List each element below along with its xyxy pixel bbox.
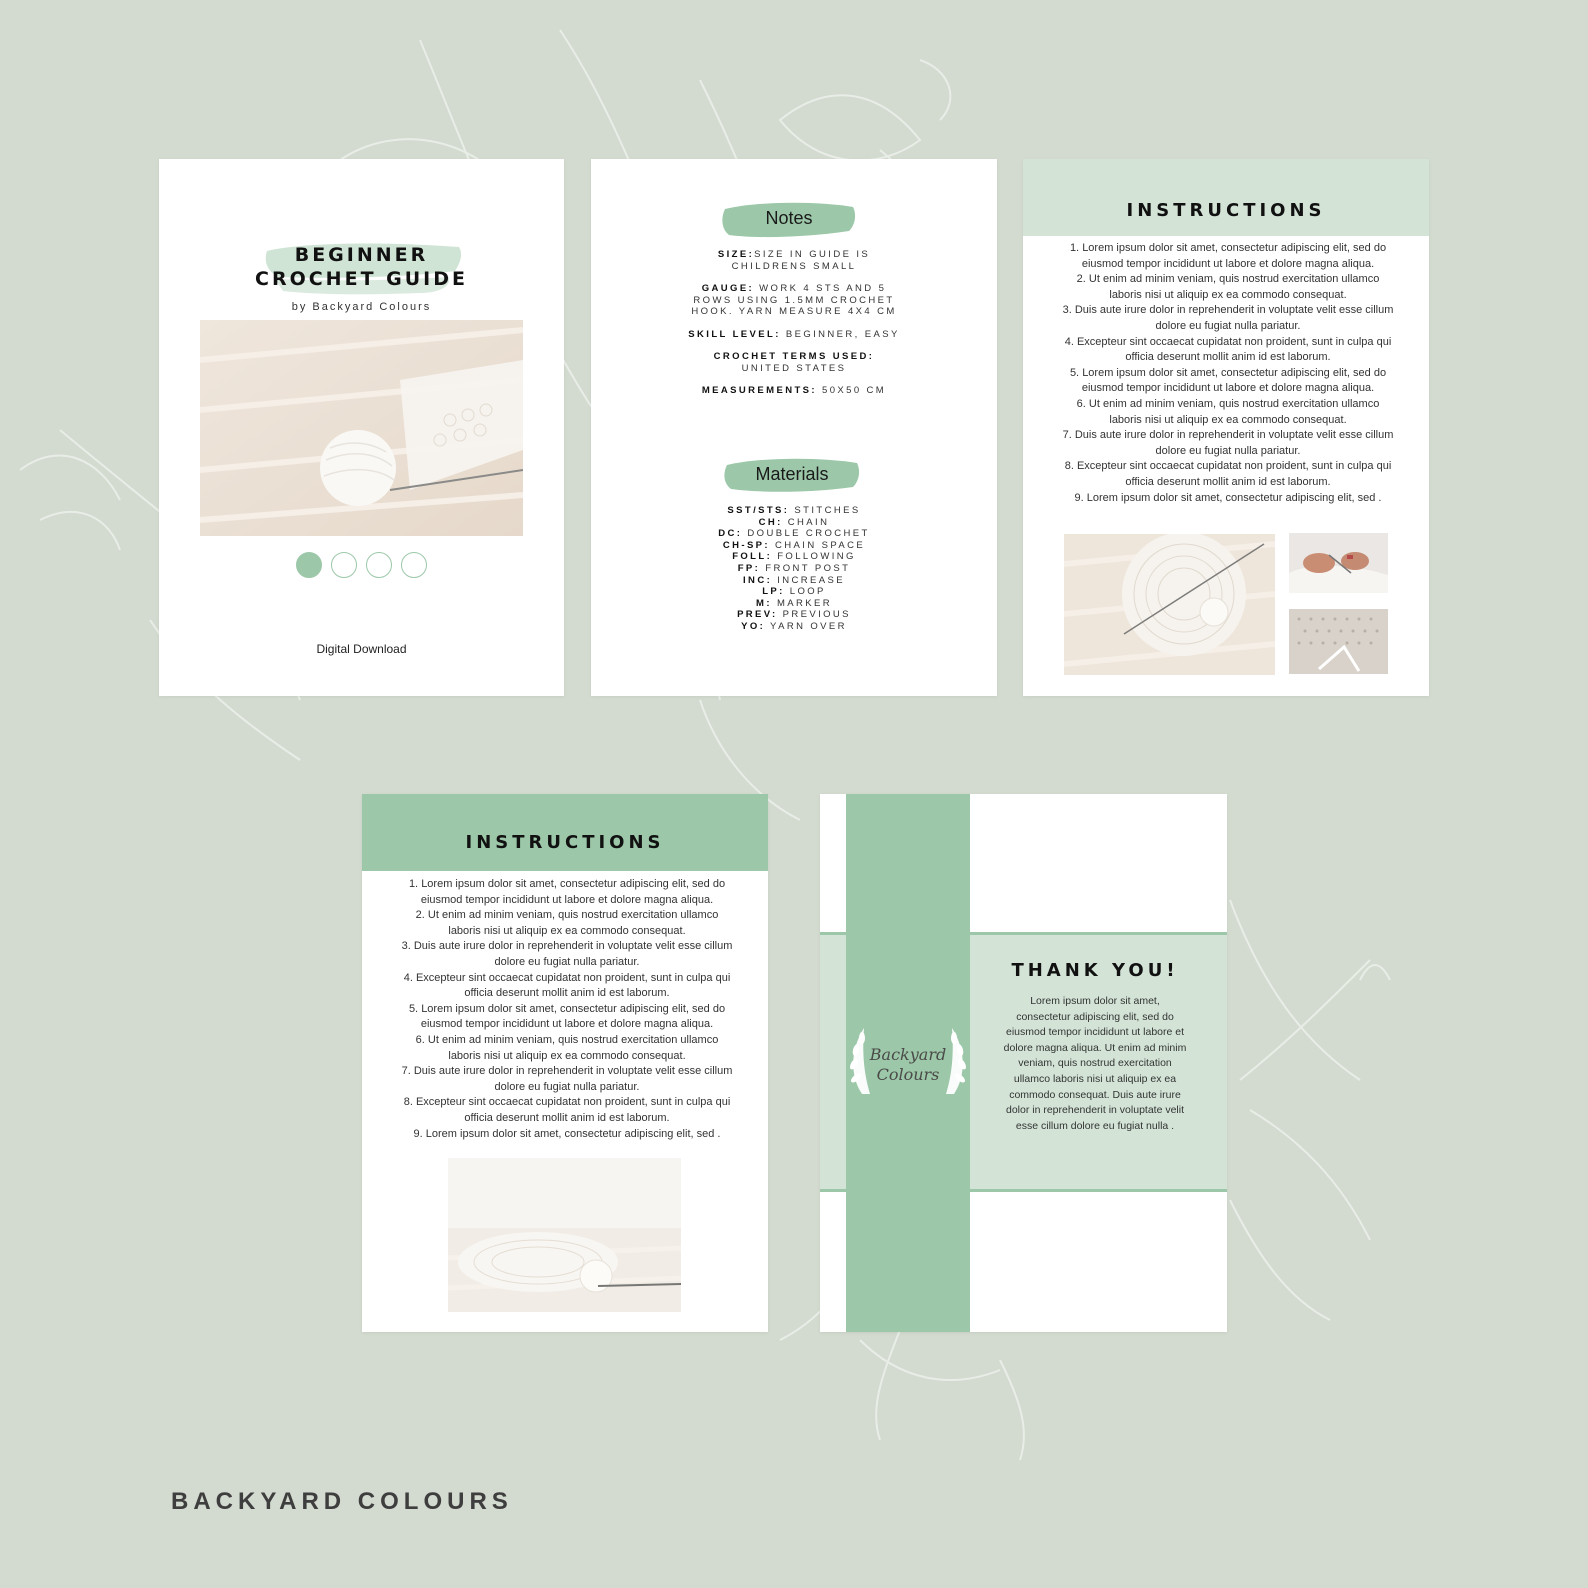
materials-list [661,505,927,633]
logo-text-colours: Colours [876,1065,940,1084]
photo-doily-with-yarn [448,1158,681,1312]
page-dot-3[interactable] [366,552,392,578]
material-item: CH: CHAIN [758,516,830,528]
material-item: M: MARKER [756,597,832,609]
instruction-item: 5. Lorem ipsum dolor sit amet, consectetur adipiscing elit, sed do eiusmod tempor incididunt ut labore et dolore magna aliqua. [1069,366,1387,395]
instruction-item: 2. Ut enim ad minim veniam, quis nostrud exercitation ullamco laboris nisi ut aliquip ex ea commodo consequat. [415,909,719,937]
photo-hands-crocheting [1289,533,1388,593]
page-dot-4[interactable] [401,552,427,578]
instruction-item: 7. Duis aute irure dolor in reprehenderit in voluptate velit esse cillum dolore eu fugiat nulla pariatur. [1062,429,1394,457]
note-skill-level: SKILL LEVEL: BEGINNER, EASY [688,328,900,340]
notes-page [591,159,997,696]
page-dot-2[interactable] [331,552,357,578]
backyard-colours-logo [844,1014,972,1110]
instruction-item: 1. Lorem ipsum dolor sit amet, consectetur adipiscing elit, sed do eiusmod tempor incididunt ut labore et dolore magna aliqua. [1069,242,1387,270]
material-item: PREV: PREVIOUS [737,609,851,621]
instructions-header-band [1023,159,1429,236]
instructions-heading: INSTRUCTIONS [465,832,665,853]
instruction-item: 2. Ut enim ad minim veniam, quis nostrud exercitation ullamco laboris nisi ut aliquip ex ea commodo consequat. [1076,273,1380,301]
instructions-heading: INSTRUCTIONS [1126,200,1326,221]
thank-you-heading: THANK YOU! [1011,960,1179,981]
instructions-list [1043,241,1413,506]
digital-download-label: Digital Download [316,642,407,656]
notes-heading: Notes [765,208,813,228]
thank-you-page [820,794,1227,1332]
instructions-header-band [362,794,768,871]
instruction-item: 5. Lorem ipsum dolor sit amet, consectetur adipiscing elit, sed do eiusmod tempor incididunt ut labore et dolore magna aliqua. [408,1002,726,1031]
photo-knit-texture [1289,609,1388,674]
instruction-item: 8. Excepteur sint occaecat cupidatat non proident, sunt in culpa qui officia deserunt mollit anim id est laborum. [403,1096,731,1124]
materials-heading: Materials [755,464,829,484]
photo-doily [1064,534,1275,675]
logo-text-backyard: Backyard [869,1045,947,1064]
instruction-item: 3. Duis aute irure dolor in reprehenderit in voluptate velit esse cillum dolore eu fugiat nulla pariatur. [1062,304,1394,332]
instruction-item: 4. Excepteur sint occaecat cupidatat non proident, sunt in culpa qui officia deserunt mollit anim id est laborum. [403,971,731,1000]
material-item: SST/STS: STITCHES [727,505,861,516]
cover-page [159,159,564,696]
material-item: FOLL: FOLLOWING [732,551,856,563]
instruction-item: 3. Duis aute irure dolor in reprehenderit in voluptate velit esse cillum dolore eu fugiat nulla pariatur. [401,940,733,968]
cover-photo-yarn-ball [200,320,523,536]
note-crochet-terms: CROCHET TERMS USED: UNITED STATES [713,351,875,374]
page-indicator-dots [296,552,427,578]
material-item: DC: DOUBLE CROCHET [718,528,870,540]
material-item: LP: LOOP [762,586,826,598]
instructions-list [382,877,752,1142]
cover-byline: by Backyard Colours [291,301,432,313]
instruction-item: 9. Lorem ipsum dolor sit amet, consectetur adipiscing elit, sed . [1074,491,1382,504]
cover-title-line2: CROCHET GUIDE [255,268,468,290]
instructions-page-1 [1023,159,1429,696]
instruction-item: 6. Ut enim ad minim veniam, quis nostrud exercitation ullamco laboris nisi ut aliquip ex ea commodo consequat. [415,1033,719,1062]
note-size: SIZE:SIZE IN GUIDE IS CHILDRENS SMALL [717,249,871,272]
page-dot-1[interactable] [296,552,322,578]
notes-list [651,249,937,408]
instruction-item: 4. Excepteur sint occaecat cupidatat non proident, sunt in culpa qui officia deserunt mollit anim id est laborum. [1064,335,1392,364]
material-item: YO: YARN OVER [741,620,847,632]
note-gauge: GAUGE: WORK 4 STS AND 5 ROWS USING 1.5MM CROCHET HOOK. YARN MEASURE 4X4 CM [691,283,897,317]
material-item: FP: FRONT POST [737,562,851,574]
instruction-item: 1. Lorem ipsum dolor sit amet, consectetur adipiscing elit, sed do eiusmod tempor incididunt ut labore et dolore magna aliqua. [408,878,726,906]
instruction-item: 9. Lorem ipsum dolor sit amet, consectetur adipiscing elit, sed . [413,1127,721,1140]
note-measurements: MEASUREMENTS: 50X50 CM [701,385,887,396]
brand-footer: BACKYARD COLOURS [171,1488,513,1515]
material-item: CH-SP: CHAIN SPACE [722,539,866,551]
thank-you-body: Lorem ipsum dolor sit amet, consectetur adipiscing elit, sed do eiusmod tempor incididunt ut labore et dolore magna aliqua. Ut enim ad minim veniam, quis nostrud exercitation ullamco laboris nisi ut aliquip ex ea commodo consequat. Duis aute irure dolor in reprehenderit in voluptate velit esse cillum dolore eu fugiat nulla . [1003,995,1187,1132]
instruction-item: 8. Excepteur sint occaecat cupidatat non proident, sunt in culpa qui officia deserunt mollit anim id est laborum. [1064,460,1392,488]
instruction-item: 7. Duis aute irure dolor in reprehenderit in voluptate velit esse cillum dolore eu fugiat nulla pariatur. [401,1065,733,1093]
instruction-item: 6. Ut enim ad minim veniam, quis nostrud exercitation ullamco laboris nisi ut aliquip ex ea commodo consequat. [1076,397,1380,426]
material-item: INC: INCREASE [743,574,845,586]
cover-title-line1: BEGINNER [294,244,429,266]
instructions-page-2 [362,794,768,1332]
